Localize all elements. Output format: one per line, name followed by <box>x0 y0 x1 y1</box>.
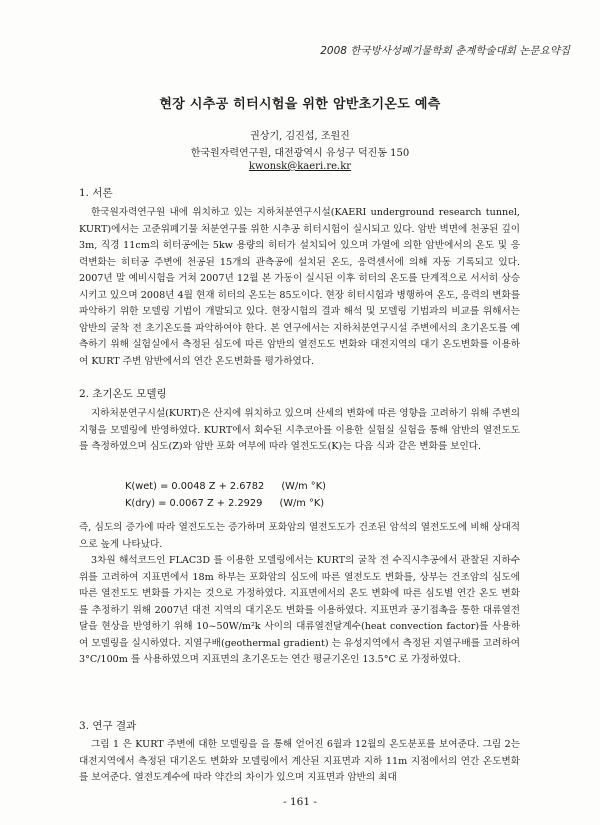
paragraph: 즉, 심도의 증가에 따라 열전도도는 증가하며 포화암의 열전도도가 건조된 암석의 열전도도에 비해 상대적으로 높게 나타났다. <box>79 522 520 550</box>
page-number: - 161 - <box>283 796 317 808</box>
paragraph: 3차원 해석코드인 FLAC3D 를 이용한 모델링에서는 KURT의 굴착 전 수직시추공에서 관찰된 지하수위를 고려하여 지표면에서 18m 하부는 포화암의 심도에 따른 열전도도 변화를, 상부는 건조암의 심도에 따른 열전도도 변화를 가지는 것으로 가정하였다. 지표면에서의 온도 변화에 따른 심도별 연간 온도 변화를 추정하기 위해 2007년 대전 지역의 대기온도 변화를 이용하였다. 지표면과 공기접촉을 통한 대류열전달을 현상을 반영하기 위해 10~50W/m²k 사이의 대류열전달계수(heat convection factor)를 사용하여 모델링을 실시하였다. 지열구배(geothermal gradient) 는 유성지역에서 측정된 지열구배를 고려하여 3°C/100m 를 사용하였으며 지표면의 초기온도는 연간 평균기온인 13.5°C 로 가정하였다. <box>79 555 520 665</box>
paragraph: 그림 1 은 KURT 주변에 대한 모델링을 을 통해 얻어진 6월과 12월의 온도분포를 보여준다. 그림 2는 대전지역에서 측정된 대기온도 변화와 모델링에서 계산된 지표면과 지하 11m 지점에서의 연간 온도변화를 보여준다. 열전도계수에 따라 약간의 차이가 있으며 지표면과 암반의 최대 <box>79 739 520 783</box>
equation-wet <box>125 478 326 495</box>
section-heading-intro: 1. 서론 <box>79 187 113 199</box>
section-heading-results: 3. 연구 결과 <box>79 720 137 732</box>
section-body-results <box>79 737 520 787</box>
equation-lhs: K(wet) = 0.0048 Z + 2.6782 <box>125 481 265 492</box>
equation-lhs: K(dry) = 0.0067 Z + 2.2929 <box>125 498 263 509</box>
paper-affiliation: 한국원자력연구원, 대전광역시 유성구 덕진동 150 <box>190 148 410 159</box>
section-body-modeling-continued <box>79 520 520 669</box>
equations <box>125 478 326 512</box>
author-email[interactable]: kwonsk@kaeri.re.kr <box>248 161 352 172</box>
paragraph: 한국원자력연구원 내에 위치하고 있는 지하처분연구시설(KAERI underground research tunnel, KURT)에서는 고준위폐기물 처분연구를 위한 시추공 히터시험이 실시되고 있다. 암반 벽면에 천공된 깊이 3m, 직경 11cm의 히터공에는 5kw 용량의 히터가 설치되어 있으며 가열에 의한 암반에서의 온도 및 응력변화는 히터공 주변에 천공된 15개의 관측공에 설치된 온도, 응력센서에 의해 자동 기록되고 있다. 2007년 말 예비시험을 거쳐 2007년 12월 본 가동이 실시된 이후 히터의 온도를 단계적으로 서서히 상승시키고 있으며 2008년 4월 현재 히터의 온도는 85도이다. 현장 히터시험과 병행하여 온도, 응력의 변화를 파악하기 위한 모델링 기법이 개발되고 있다. 현장시험의 결과 해석 및 모델링 기법과의 비교를 위해서는 암반의 굴착 전 초기온도를 파악하여야 한다. 본 연구에서는 지하처분연구시설 주변에서의 초기온도를 예측하기 위해 실험실에서 측정된 심도에 따른 암반의 열전도도 변화와 대전지역의 대기 온도변화를 이용하여 KURT 주변 암반에서의 연간 온도변화를 평가하였다. <box>79 207 520 367</box>
paper-title: 현장 시추공 히터시험을 위한 암반초기온도 예측 <box>159 97 441 112</box>
paragraph: 지하처분연구시설(KURT)은 산지에 위치하고 있으며 산세의 변화에 따른 영향을 고려하기 위해 주변의 지형을 모델링에 반영하였다. KURT에서 회수된 시추코아를 이용한 실험실 실험을 통해 암반의 열전도도를 측정하였으며 심도(Z)와 암반 포화 여부에 따라 열전도도(K)는 다음 식과 같은 변화를 보인다. <box>79 408 520 452</box>
equation-dry <box>125 495 326 512</box>
equation-unit: (W/m °K) <box>281 481 326 492</box>
section-body-modeling <box>79 406 520 456</box>
paper-authors: 권상기, 김진섭, 조원진 <box>250 131 350 142</box>
section-heading-modeling: 2. 초기온도 모델링 <box>79 388 167 400</box>
equation-unit: (W/m °K) <box>279 498 325 509</box>
section-body-intro <box>79 205 520 370</box>
journal-header: 2008 한국방사성폐기물학회 춘계학술대회 논문요약집 <box>320 45 570 57</box>
